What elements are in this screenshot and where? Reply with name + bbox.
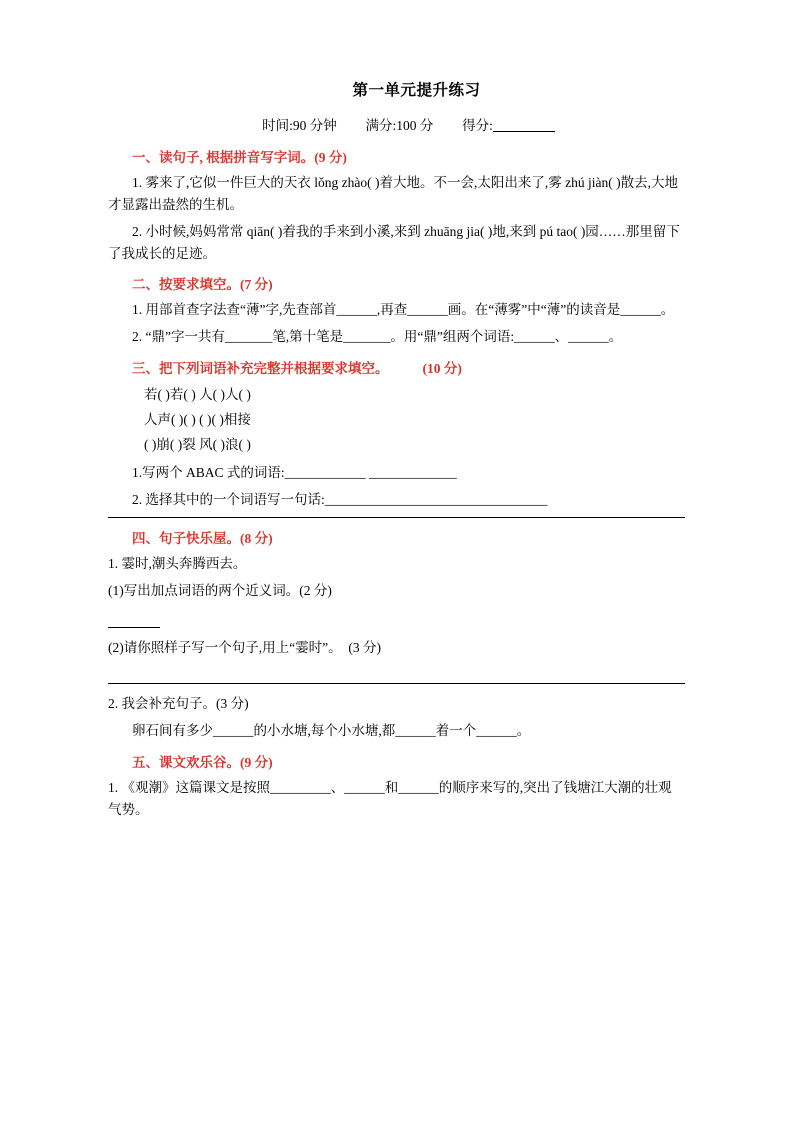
word-row-1: 若( )若( ) 人( )人( ) xyxy=(144,387,251,403)
question-4-1a: (1)写出加点词语的两个近义词。(2 分) xyxy=(108,582,332,598)
question-1-1: 1. 雾来了,它似一件巨大的天衣 lǒng zhào( )着大地。不一会,太阳出来了,雾 zhú jiàn( )散去,大地才显露出盎然的生机。 xyxy=(108,175,678,212)
section-three-title: 三、把下列词语补充完整并根据要求填空。 xyxy=(132,361,389,377)
section-one-title: 一、读句子, 根据拼音写字词。 xyxy=(132,150,315,165)
question-4-2: 2. 我会补充句子。(3 分) xyxy=(108,696,249,712)
question-2-2: 2. “鼎”字一共有_______笔,第十笔是_______。用“鼎”组两个词语:______、______。 xyxy=(132,329,623,345)
score-blank[interactable] xyxy=(493,118,555,132)
question-3-1: 1.写两个 ABAC 式的词语:____________ _____________ xyxy=(132,465,457,481)
question-4-1b: (2)请你照样子写一个句子,用上“霎时”。 (3 分) xyxy=(108,639,381,655)
exam-meta xyxy=(108,114,685,134)
answer-rule-3[interactable] xyxy=(108,517,685,518)
answer-rule-4b[interactable] xyxy=(108,683,685,684)
question-3-2: 2. 选择其中的一个词语写一句话:_________________________________ xyxy=(132,491,548,507)
section-five-title: 五、课文欢乐谷。 xyxy=(132,755,240,771)
word-row-2: 人声( )( ) ( )( )相接 xyxy=(144,412,251,428)
word-row-3: ( )崩( )裂 风( )浪( ) xyxy=(144,437,251,453)
section-four-points: (8 分) xyxy=(240,530,273,546)
score-label: 得分: xyxy=(462,118,493,133)
section-heading-four xyxy=(108,527,685,547)
answer-rule-4a[interactable] xyxy=(108,627,160,628)
question-1-2: 2. 小时候,妈妈常常 qiān( )着我的手来到小溪,来到 zhuāng jia( )地,来到 pú tao( )园……那里留下了我成长的足迹。 xyxy=(108,223,680,261)
question-5-1: 1. 《观潮》这篇课文是按照_________、______和______的顺序来写的,突出了钱塘江大潮的壮观气势。 xyxy=(108,780,672,817)
section-heading-five xyxy=(108,751,685,771)
full-score-label: 满分:100 分 xyxy=(365,118,434,133)
page-title: 第一单元提升练习 xyxy=(352,82,481,99)
section-one-points: (9 分) xyxy=(314,150,347,165)
section-two-points: (7 分) xyxy=(240,277,273,293)
section-three-points: (10 分) xyxy=(422,361,462,377)
section-two-title: 二、按要求填空。 xyxy=(132,277,240,293)
time-label: 时间:90 分钟 xyxy=(262,118,337,133)
section-heading-two xyxy=(108,273,685,293)
section-heading-one xyxy=(108,146,685,166)
question-4-2-text: 卵石间有多少______的小水塘,每个小水塘,都______着一个______。 xyxy=(132,723,531,739)
section-four-title: 四、句子快乐屋。 xyxy=(132,530,240,546)
question-2-1: 1. 用部首查字法查“薄”字,先查部首______,再查______画。在“薄雾”中“薄”的读音是______。 xyxy=(132,302,675,318)
question-4-1: 1. 霎时,潮头奔腾西去。 xyxy=(108,555,247,571)
section-five-points: (9 分) xyxy=(240,755,273,771)
section-heading-three xyxy=(108,357,685,377)
